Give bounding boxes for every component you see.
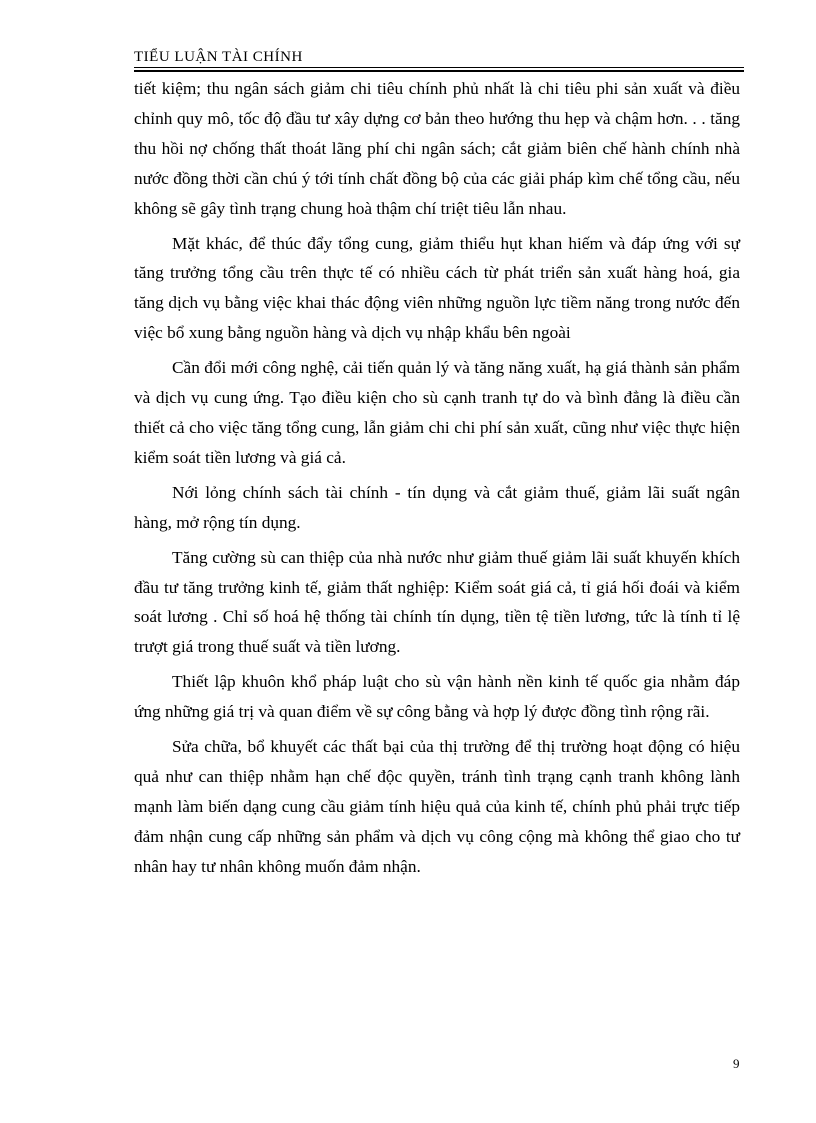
header-title: TIỂU LUẬN TÀI CHÍNH [134, 49, 303, 65]
paragraph-fiscal-easing: Nới lỏng chính sách tài chính - tín dụng và cắt giảm thuế, giảm lãi suất ngân hàng, mở rộng tín dụng. [134, 482, 740, 532]
paragraph-market-failures: Sửa chữa, bổ khuyết các thất bại của thị trường để thị trường hoạt động có hiệu quả như can thiệp nhằm hạn chế độc quyền, tránh tình trạng cạnh tranh không lành mạnh làm biến dạng cung cầu giảm tính hiệu quả của kinh tế, chính phủ phải trực tiếp đảm nhận cung cấp những sản phẩm và dịch vụ công cộng mà không thể giao cho tư nhân hay tư nhân không muốn đảm nhận. [134, 737, 740, 876]
paragraph-legal-framework: Thiết lập khuôn khổ pháp luật cho sù vận hành nền kinh tế quốc gia nhằm đáp ứng những giá trị và quan điểm về sự công bằng và hợp lý được đồng tình rộng rãi. [134, 672, 740, 722]
paragraph-continued: tiết kiệm; thu ngân sách giảm chi tiêu chính phủ nhất là chi tiêu phi sản xuất và điều chỉnh quy mô, tốc độ đầu tư xây dựng cơ bản theo hướng thu hẹp và chậm hơn. . . tăng thu hồi nợ chống thất thoát lãng phí chi ngân sách; cắt giảm biên chế hành chính nhà nước đồng thời cần chú ý tới tính chất đồng bộ của các giải pháp kìm chế tổng cầu, nếu không sẽ gây tình trạng chung hoà thậm chí triệt tiêu lẫn nhau. [134, 79, 740, 218]
page-header [134, 48, 744, 66]
document-body [134, 74, 740, 887]
header-rule-thin [134, 67, 744, 68]
paragraph-state-intervention: Tăng cường sù can thiệp của nhà nước như giảm thuế giảm lãi suất khuyến khích đầu tư tăng trưởng kinh tế, giảm thất nghiệp: Kiểm soát giá cả, tỉ giá hối đoái và kiểm soát lương . Chỉ số hoá hệ thống tài chính tín dụng, tiền tệ tiền lương, tức là tính tỉ lệ trượt giá trong thuế suất và tiền lương. [134, 547, 740, 657]
page-number: 9 [733, 1056, 740, 1071]
header-rule-thick [134, 70, 744, 72]
paragraph-technology: Cần đổi mới công nghệ, cải tiến quản lý và tăng năng xuất, hạ giá thành sản phẩm và dịch vụ cung ứng. Tạo điều kiện cho sù cạnh tranh tự do và bình đẳng là điều cần thiết cả cho việc tăng tổng cung, lẫn giảm chi chi phí sản xuất, cũng như việc thực hiện kiểm soát tiền lương và giá cả. [134, 358, 740, 467]
paragraph-aggregate-supply: Mặt khác, để thúc đẩy tổng cung, giảm thiểu hụt khan hiếm và đáp ứng với sự tăng trưởng tổng cầu trên thực tế có nhiều cách từ phát triển sản xuất hàng hoá, gia tăng dịch vụ bằng việc khai thác động viên những nguồn lực tiềm năng trong nước đến việc bổ xung bằng nguồn hàng và dịch vụ nhập khẩu bên ngoài [134, 233, 740, 343]
